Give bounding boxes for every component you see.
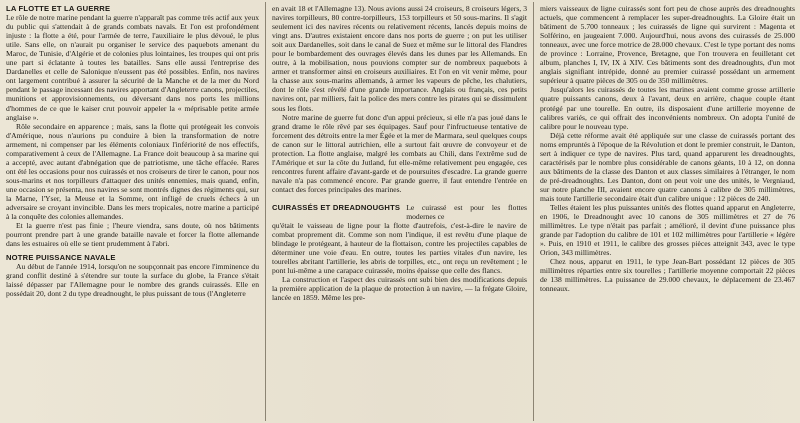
paragraph: Déjà cette réforme avait été appliquée sur une classe de cuirassés portant des noms empruntés à l'époque de la Révolution et dont le premier construit, le Danton, sert à indiquer ce type de navires. Plus tard, quand apparurent les dreadnoughts, caractérisés par le nombre plus considérable de canons géants, 10 à 12, on donna aux bâtiments de la classe des Danton et aux classes similaires à l'étranger, le nom de pré-dreadnoughts. Les Danton, dont on peut voir une des unités, le Vergniaud, sur notre planche III, avaient encore quatre canons à calibre de 305 millimètres, mais toute l'artillerie secondaire était d'un calibre unique : 12 pièces de 240.: [540, 130, 795, 203]
column-divider: [533, 2, 534, 421]
section-heading-cuirasses: CUIRASSÉS ET DREADNOUGHTS: [272, 202, 401, 212]
text-column-2: [272, 4, 527, 421]
paragraph: Jusqu'alors les cuirassés de toutes les marines avaient comme grosse artillerie quatre puissants canons, deux à l'avant, deux en arrière, chaque couple étant protégé par une tourelle. En outre, ils disposaient d'une artillerie moyenne de calibres variés, ce qui offrait des inconvénients nombreux. On adopta l'unité de calibre pour le nouveau type.: [540, 85, 795, 131]
paragraph: Chez nous, apparut en 1911, le type Jean-Bart possédant 12 pièces de 305 millimètres réparties entre six tourelles ; l'artillerie moyenne comportait 22 pièces de 138 millimètres. La puissance de 29.000 chevaux, le déplacement de 23.467 tonneaux.: [540, 257, 795, 294]
paragraph: miers vaisseaux de ligne cuirassés sont fort peu de chose auprès des dreadnoughts actuels, que commencent à remplacer les super-dreadnoughts. La Gloire était un bâtiment de 5.700 tonneaux ; les cuirassés de ligne qui survirent : Magenta et Solférino, en jaugeaient 7.000. Aujourd'hui, nous avons des cuirassés de 25.000 tonneaux, avec une force motrice de 28.000 chevaux. C'est le type portant des noms de province : Lorraine, Provence, Bretagne, que l'on trouvera en feuilletant cet album, planches I, IV, IX à XIV. Ces bâtiments sont des dreadnoughts, d'un mot anglais signifiant intrépide, donné au premier cuirassé possédant un armement supérieur à quatre pièces de 305 ou de 350 millimètres.: [540, 4, 795, 86]
paragraph: La construction et l'aspect des cuirassés ont subi bien des modifications depuis la première application de la plaque de protection à un navire, — la frégate Gloire, lancée en 1859. Même les pre-: [272, 275, 527, 303]
paragraph: Rôle secondaire en apparence ; mais, sans la flotte qui protégeait les convois d'Amérique, nous n'aurions pu conduire à bien la transformation de notre armement, ni compenser par les éléments coloniaux l'infériorité de nos effectifs, comparativement à ceux de l'Allemagne. La France doit beaucoup à sa marine qui a accepté, avec autant d'abnégation que de patriotisme, une tâche effacée. Rares ont été les occasions pour nos cuirassés et nos croiseurs de tirer le canon, pour nos sous-marins et nos torpilleurs d'attaquer des unités ennemies, mais quand, enfin, une occasion se présenta, nos navires se sont montrés dignes des régiments qui, sur la Marne, l'Yser, la Meuse et la Somme, ont infligé de cruels échecs à un adversaire se croyant invincible. Dans les mers tropicales, notre marine a participé à la conquête des colonies allemandes.: [6, 121, 259, 222]
section-heading-fleet: LA FLOTTE ET LA GUERRE: [6, 4, 111, 13]
paragraph: Au début de l'année 1914, lorsqu'on ne soupçonnait pas encore l'imminence du grand conflit destiné à s'étendre sur toute la surface du globe, la France s'était laissé dépasser par l'Allemagne pour le nombre des grands cuirassés. Elle en possédait 20, dont 2 du type dreadnought, le plus puissant de tous (l'Angleterre: [6, 262, 259, 299]
text-column-1: [6, 4, 259, 421]
paragraph: en avait 18 et l'Allemagne 13). Nous avions aussi 24 croiseurs, 8 croiseurs légers, 3 navires torpilleurs, 80 contre-torpilleurs, 153 torpilleurs et 50 sous-marins. Il s'agit seulement ici des navires récents ou relativement récents, lancés depuis moins de vingt ans. D'autres existaient encore dans nos ports de guerre ; on put les utiliser soit aux Dardanelles, soit dans le canal de Suez et même sur le littoral des Flandres pour le bombardement des ouvrages élevés dans les dunes par les Allemands. En outre, à la mobilisation, nous pouvions compter sur de nombreux paquebots à armer et transformer ainsi en croiseurs auxiliaires. Et l'on en vit venir même, pour la chasse aux sous-marins allemands, à armer les vapeurs de pêche, les chalutiers, dont le rôle s'est révélé d'une grande importance. Anglais ou français, ces petits navires ont, par milliers, fait la police des mers contre les pirates qui se dissimulent sous les flots.: [272, 4, 527, 113]
paragraph: Et la guerre n'est pas finie ; l'heure viendra, sans doute, où nos bâtiments pourront prendre part à une grande bataille navale et forcer la flotte allemande dans les estuaires où elle se tient prudemment à l'abri.: [6, 221, 259, 249]
spacer: [272, 194, 527, 203]
text-column-3: [540, 4, 795, 421]
cuirasses-section-lead: [272, 203, 527, 221]
column-divider: [265, 2, 266, 421]
paragraph: Notre marine de guerre fut donc d'un appui précieux, si elle n'a pas joué dans le grand drame le rôle rêvé par ses équipages. Sauf pour l'infructueuse tentative de forcement des détroits entre la mer Égée et la mer de Marmara, seul quelques coups de canon sur le littoral autrichien, elle a surtout fait œuvre de convoyeur et de protection. La flotte anglaise, malgré les combats au Chili, dans l'extrême sud de l'Amérique et sur la côte du Jutland, fut elle-même relativement peu engagée, ces rencontres furent affaire d'avant-garde et de poursuites d'escadre. La grande guerre navale n'a pas commencé encore. Par grande guerre, il faut entendre l'entrée en contact des forces principales des marines.: [272, 112, 527, 194]
paragraph: qu'était le vaisseau de ligne pour la flotte d'autrefois, c'est-à-dire le navire de combat proprement dit. Comme son nom l'indique, il est revêtu d'une plaque de blindage le protégeant, à hauteur de la flottaison, contre les projectiles capables de déterminer une voie d'eau. En outre, toutes les parties vitales d'un navire, les tourelles abritant l'artillerie, les abris de torpilles, etc., ont reçu un revêtement ; le pont lui-même a une carapace cuirassée, moins épaisse que celle des flancs.: [272, 221, 527, 276]
paragraph: Telles étaient les plus puissantes unités des flottes quand apparut en Angleterre, en 1906, le Dreadnought avec 10 canons de 305 millimètres et 27 de 76 millimètres. Le type n'était pas parfait ; amélioré, il devint d'une puissance plus grande par l'adoption du calibre de 101 et 102 millimètres pour l'artillerie « légère ». Puis, en 1910 et 1911, le calibre des grosses pièces atteignit 343, avec le type Orion, 343 millimètres.: [540, 203, 795, 258]
section-heading-power: NOTRE PUISSANCE NAVALE: [6, 253, 116, 263]
paragraph: Le rôle de notre marine pendant la guerre n'apparaît pas comme très actif aux yeux du public qui s'attendait à de grands combats navals. Et l'on est profondément injuste : la flotte a été, pour l'armée de terre, l'auxiliaire le plus dévoué, le plus utile. Sans elle, on n'aurait pu organiser le service des paquebots amenant du Maroc, de Tunisie, d'Algérie et de colonies plus lointaines, les troupes qui ont pris une part si éclatante à toutes les batailles. Sans elle aussi l'entreprise des Dardanelles et celle de Salonique n'eussent pas été possibles. Enfin, nos navires ont largement contribué à assurer la sécurité de la Manche et de la mer du Nord pendant le passage incessant des navires apportant d'Angleterre canons, projectiles, munitions et approvisionnements, ou déversant dans nos ports les millions d'hommes de ce que le kaiser crut pouvoir appeler la « méprisable petite armée anglaise ».: [6, 13, 259, 122]
fleet-section-lead: [6, 4, 259, 13]
paragraph-lead: Le cuirassé est pour les flottes modernes ce: [406, 202, 527, 222]
